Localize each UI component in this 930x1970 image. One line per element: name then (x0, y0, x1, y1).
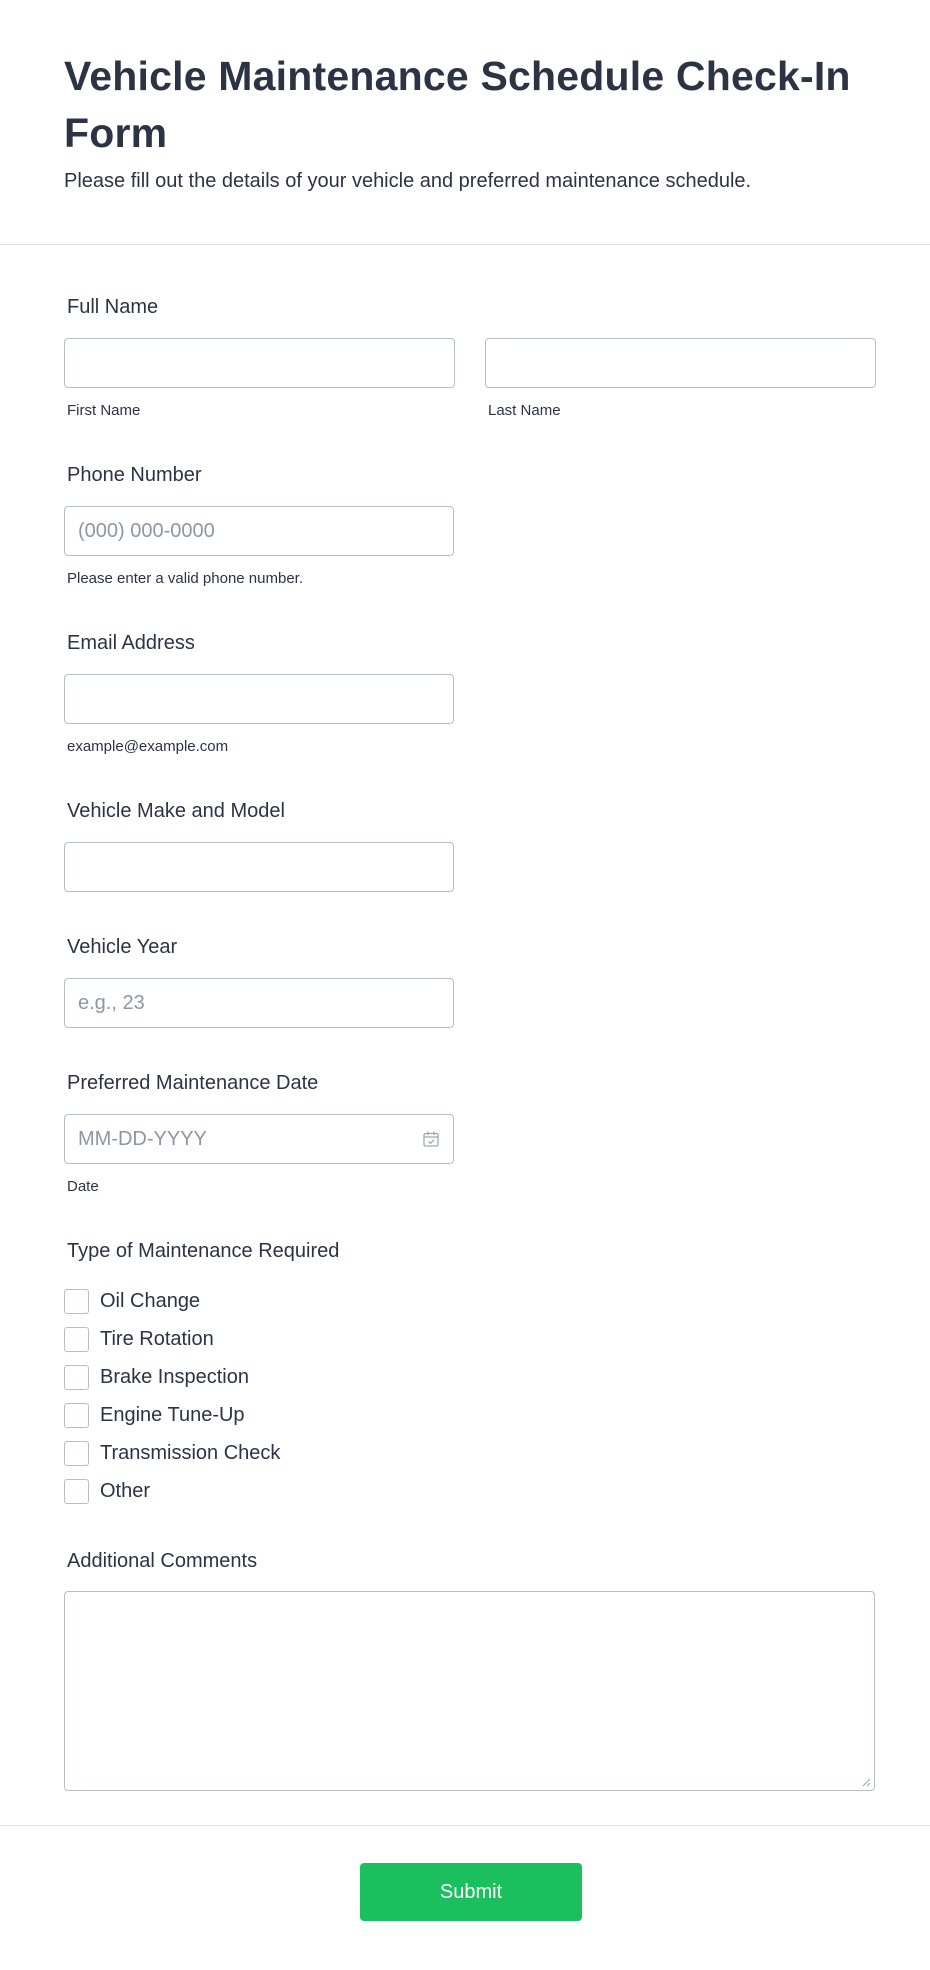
form-header (64, 48, 874, 194)
maintenance-date-sublabel: Date (67, 1178, 99, 1195)
calendar-icon[interactable] (422, 1130, 440, 1148)
phone-sublabel: Please enter a valid phone number. (67, 570, 303, 587)
vehicle-year-label: Vehicle Year (67, 936, 178, 958)
vehicle-year-input[interactable] (64, 978, 454, 1028)
phone-input[interactable] (64, 506, 454, 556)
option-other[interactable] (64, 1472, 339, 1510)
phone-label: Phone Number (67, 464, 202, 486)
vehicle-make-model-label: Vehicle Make and Model (67, 800, 285, 822)
comments-textarea[interactable] (64, 1591, 875, 1791)
checkbox[interactable] (64, 1403, 89, 1428)
email-label: Email Address (67, 632, 195, 654)
first-name-sublabel: First Name (67, 402, 141, 419)
option-label: Brake Inspection (100, 1365, 249, 1388)
option-transmission-check[interactable] (64, 1434, 339, 1472)
checkbox[interactable] (64, 1441, 89, 1466)
vehicle-year-field (64, 934, 454, 1028)
maintenance-date-field (64, 1070, 454, 1197)
option-oil-change[interactable] (64, 1282, 339, 1320)
full-name-field (64, 294, 876, 421)
form-title: Vehicle Maintenance Schedule Check-In Form (64, 53, 851, 156)
comments-field (64, 1548, 875, 1791)
last-name-sublabel: Last Name (488, 402, 561, 419)
vehicle-make-model-input[interactable] (64, 842, 454, 892)
maintenance-type-label: Type of Maintenance Required (67, 1240, 340, 1262)
phone-placeholder: (000) 000-0000 (78, 519, 215, 542)
maintenance-date-input[interactable] (64, 1114, 454, 1164)
maintenance-date-placeholder: MM-DD-YYYY (78, 1127, 207, 1150)
option-label: Transmission Check (100, 1441, 281, 1464)
checkbox[interactable] (64, 1289, 89, 1314)
email-input[interactable] (64, 674, 454, 724)
option-brake-inspection[interactable] (64, 1358, 339, 1396)
checkbox[interactable] (64, 1479, 89, 1504)
option-tire-rotation[interactable] (64, 1320, 339, 1358)
form-subtitle: Please fill out the details of your vehicle and preferred maintenance schedule. (64, 170, 752, 192)
maintenance-type-field (64, 1238, 339, 1510)
option-label: Tire Rotation (100, 1327, 214, 1350)
checkbox[interactable] (64, 1327, 89, 1352)
footer-divider (0, 1825, 930, 1826)
email-sublabel: example@example.com (67, 738, 229, 755)
first-name-column (64, 338, 455, 421)
checkbox[interactable] (64, 1365, 89, 1390)
option-engine-tune-up[interactable] (64, 1396, 339, 1434)
last-name-column (485, 338, 876, 421)
option-label: Engine Tune-Up (100, 1403, 245, 1426)
first-name-input[interactable] (64, 338, 455, 388)
phone-field (64, 462, 454, 589)
full-name-label: Full Name (67, 296, 159, 318)
resize-grip-icon[interactable] (862, 1778, 871, 1787)
header-divider (0, 244, 930, 245)
email-field (64, 630, 454, 757)
comments-label: Additional Comments (67, 1550, 258, 1572)
vehicle-year-placeholder: e.g., 23 (78, 991, 145, 1014)
last-name-input[interactable] (485, 338, 876, 388)
option-label: Oil Change (100, 1289, 201, 1312)
maintenance-type-options (64, 1282, 339, 1510)
maintenance-date-label: Preferred Maintenance Date (67, 1072, 319, 1094)
option-label: Other (100, 1479, 151, 1502)
vehicle-make-model-field (64, 798, 454, 892)
submit-button[interactable]: Submit (360, 1863, 582, 1921)
full-name-row (64, 338, 876, 421)
